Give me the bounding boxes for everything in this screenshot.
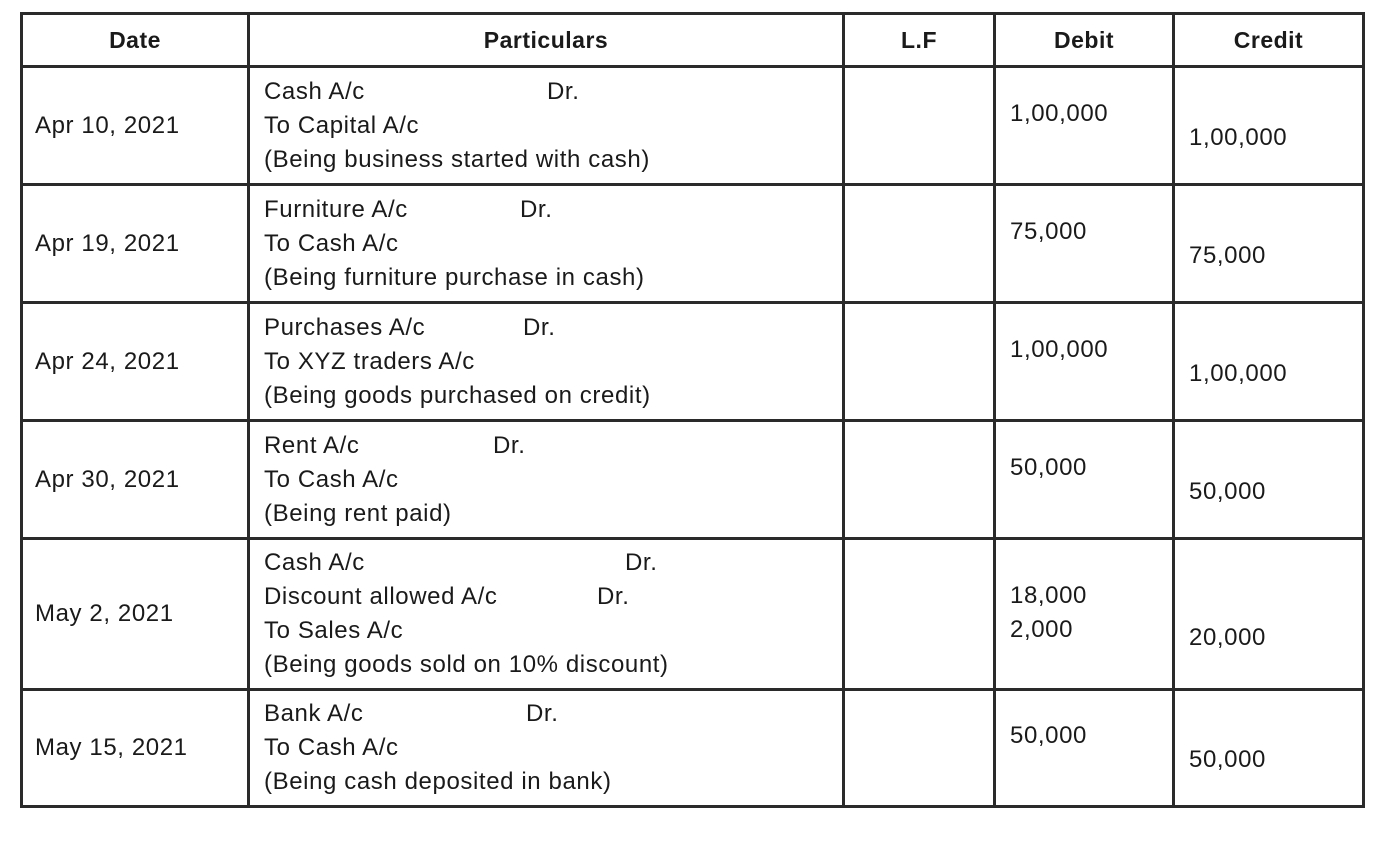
credit-account-line: To XYZ traders A/c bbox=[264, 347, 475, 375]
debit-amount: 50,000 bbox=[1010, 453, 1088, 481]
entry-debit bbox=[995, 67, 1174, 185]
entry-credit bbox=[1174, 67, 1364, 185]
credit-account-line: To Cash A/c bbox=[264, 229, 399, 257]
dr-label: Dr. bbox=[523, 313, 556, 341]
dr-label: Dr. bbox=[597, 583, 630, 610]
entry-date: Apr 24, 2021 bbox=[22, 303, 249, 421]
entry-date: Apr 19, 2021 bbox=[22, 185, 249, 303]
credit-amount: 1,00,000 bbox=[1189, 359, 1288, 387]
entry-debit bbox=[995, 185, 1174, 303]
entry-credit bbox=[1174, 303, 1364, 421]
entry-debit bbox=[995, 303, 1174, 421]
entry-lf bbox=[844, 690, 995, 807]
dr-label: Dr. bbox=[625, 549, 658, 576]
debit-amount: 1,00,000 bbox=[1010, 335, 1109, 363]
credit-account-line: To Cash A/c bbox=[264, 734, 399, 761]
debit-amount: 2,000 bbox=[1010, 616, 1074, 643]
narration: (Being goods purchased on credit) bbox=[264, 381, 651, 409]
debit-amount: 18,000 bbox=[1010, 582, 1088, 609]
header-row bbox=[22, 14, 1364, 67]
entry-particulars bbox=[249, 185, 844, 303]
journal-entry-row bbox=[22, 67, 1364, 185]
credit-amount: 50,000 bbox=[1189, 477, 1267, 505]
entry-particulars bbox=[249, 67, 844, 185]
debit-account: Discount allowed A/c bbox=[264, 583, 498, 610]
journal-entry-row bbox=[22, 421, 1364, 539]
entry-debit bbox=[995, 421, 1174, 539]
journal-entry-row bbox=[22, 539, 1364, 690]
narration: (Being furniture purchase in cash) bbox=[264, 263, 645, 291]
entry-date: May 2, 2021 bbox=[22, 539, 249, 690]
journal-entry-row bbox=[22, 690, 1364, 807]
narration: (Being cash deposited in bank) bbox=[264, 768, 612, 795]
debit-account: Cash A/c bbox=[264, 549, 365, 576]
narration: (Being rent paid) bbox=[264, 499, 452, 527]
entry-lf bbox=[844, 185, 995, 303]
header-debit: Debit bbox=[995, 14, 1174, 67]
debit-account-line bbox=[264, 697, 842, 731]
debit-amount: 75,000 bbox=[1010, 217, 1088, 245]
entry-lf bbox=[844, 303, 995, 421]
entry-credit bbox=[1174, 539, 1364, 690]
entry-particulars bbox=[249, 690, 844, 807]
dr-label: Dr. bbox=[493, 431, 526, 459]
narration: (Being business started with cash) bbox=[264, 145, 650, 173]
entry-credit bbox=[1174, 421, 1364, 539]
debit-amount: 1,00,000 bbox=[1010, 99, 1109, 127]
header-credit: Credit bbox=[1174, 14, 1364, 67]
entry-credit bbox=[1174, 690, 1364, 807]
entry-lf bbox=[844, 539, 995, 690]
header-date: Date bbox=[22, 14, 249, 67]
journal-entry-row bbox=[22, 185, 1364, 303]
entry-particulars bbox=[249, 303, 844, 421]
debit-account-line bbox=[264, 580, 842, 614]
entry-debit bbox=[995, 690, 1174, 807]
debit-account: Bank A/c bbox=[264, 700, 364, 727]
entry-lf bbox=[844, 421, 995, 539]
header-particulars: Particulars bbox=[249, 14, 844, 67]
credit-amount: 1,00,000 bbox=[1189, 123, 1288, 151]
entry-date: May 15, 2021 bbox=[22, 690, 249, 807]
entry-debit bbox=[995, 539, 1174, 690]
narration: (Being goods sold on 10% discount) bbox=[264, 651, 669, 678]
journal-entry-row bbox=[22, 303, 1364, 421]
debit-account-line bbox=[264, 429, 842, 463]
debit-account: Rent A/c bbox=[264, 431, 360, 459]
debit-account-line bbox=[264, 311, 842, 345]
dr-label: Dr. bbox=[520, 195, 553, 223]
credit-amount: 20,000 bbox=[1189, 624, 1267, 651]
entry-lf bbox=[844, 67, 995, 185]
debit-account: Purchases A/c bbox=[264, 313, 426, 341]
entry-credit bbox=[1174, 185, 1364, 303]
entry-date: Apr 30, 2021 bbox=[22, 421, 249, 539]
entry-particulars bbox=[249, 421, 844, 539]
debit-amount: 50,000 bbox=[1010, 722, 1088, 749]
dr-label: Dr. bbox=[526, 700, 559, 727]
entry-particulars bbox=[249, 539, 844, 690]
dr-label: Dr. bbox=[547, 77, 580, 105]
credit-account-line: To Sales A/c bbox=[264, 617, 404, 644]
header-lf: L.F bbox=[844, 14, 995, 67]
journal-table bbox=[20, 12, 1365, 808]
debit-account-line bbox=[264, 546, 842, 580]
debit-account-line bbox=[264, 75, 842, 109]
debit-account: Cash A/c bbox=[264, 77, 365, 105]
credit-amount: 50,000 bbox=[1189, 746, 1267, 773]
credit-amount: 75,000 bbox=[1189, 241, 1267, 269]
credit-account-line: To Cash A/c bbox=[264, 465, 399, 493]
debit-account-line bbox=[264, 193, 842, 227]
entry-date: Apr 10, 2021 bbox=[22, 67, 249, 185]
credit-account-line: To Capital A/c bbox=[264, 111, 420, 139]
debit-account: Furniture A/c bbox=[264, 195, 408, 223]
